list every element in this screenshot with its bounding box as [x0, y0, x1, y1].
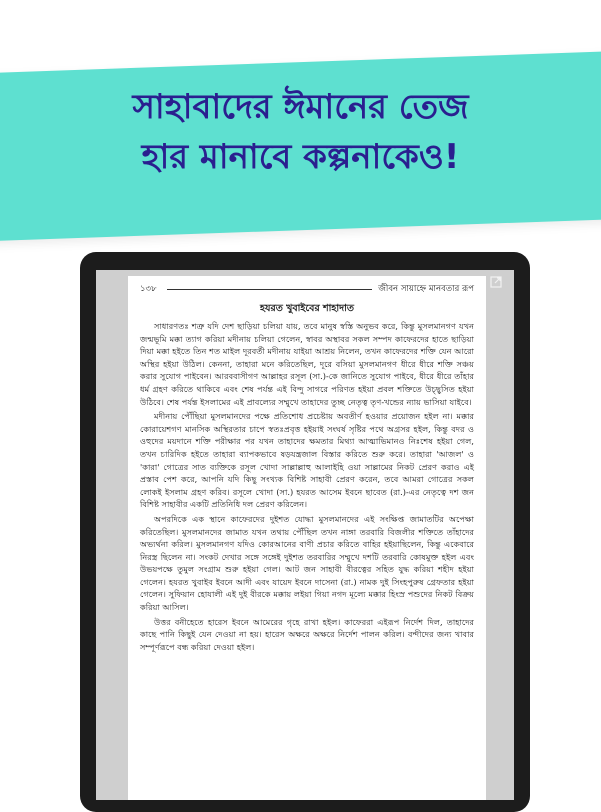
headline-line-1: সাহাবাদের ঈমানের তেজ [132, 87, 469, 127]
headline-line-2: হার মানাবে কল্পনাকেও! [141, 137, 460, 177]
chapter-title: হযরত খুবাইবের শাহাদাত [260, 303, 354, 314]
book-page [128, 276, 486, 800]
reader-screen[interactable] [96, 270, 514, 800]
paragraph: উত্তর বনীহেতে হারেস ইবনে আমেরের গৃহে রাখা হইল। কাফেররা এইরূপ নির্দেশ দিল, তাহাদের কাছে পানি কিছুই যেন দেওয়া না হয়। হারেস অক্ষরে অক্ষরে নির্দেশ পালন করিল। বন্দীদের জন্য খাবার সম্পূর্ণরূপে বন্ধ করিয়া দেওয়া হইল। [140, 616, 474, 652]
page-header [140, 282, 474, 296]
paragraph: অপরদিকে এক স্থানে কাফেরদের দুইশত যোদ্ধা মুসলমানদের এই সংক্ষিপ্ত জামাতটির অপেক্ষা করিতেছিল। মুসলমানদের জামাত যখন তথায় পৌঁছিল তখন নাঙ্গা তরবারি বিজলীর শক্তিতে তাঁহাদের অভ্যর্থনা করিল। মুসলমানগণ যদিও কোরআনের বাণী প্রচার করিতে বাহির হইয়াছিলেন, কিন্তু একেবারে নিরস্ত্র ছিলেন না। সংকট দেখার সঙ্গে সঙ্গেই দুইশত তরবারির সম্মুখে দশটি তরবারি কোষমুক্ত হইল এবং উভয়পক্ষে তুমুল সংগ্রাম শুরু হইয়া গেল। আট জন সাহাবী বীরত্বের সহিত যুদ্ধ করিয়া শহীদ হইয়া গেলেন। হযরত খুবাইব ইবনে আদী এবং যায়েদ ইবনে দাসেনা (রা.) নামক দুই সিংহপুরুষ গ্রেফতার হইয়া গেলেন। সুফিয়ান হোযালী এই দুই বীরকে মক্কায় লইয়া গিয়া নগদ মূল্যে মক্কার হিংস্র পশুদের নিকট বিক্রয় করিয়া আসিল। [140, 513, 474, 613]
paragraph: মদীনায় পৌঁছিয়া মুসলমানদের পক্ষে প্রতিশোধ প্রচেষ্টায় অবতীর্ণ হওয়ার প্রয়োজন হইল না। মক্কার কোরায়েশগণ মানসিক অস্থিরতার চাপে স্বতঃপ্রবৃত্ত হইয়াই সংঘর্ষ সৃষ্টির পথে অগ্রসর হইল, কিন্তু বদর ও ওহুদের ময়দানে শক্তি পরীক্ষার পর যখন তাহাদের ক্ষমতার মিথ্যা আত্মাভিমানও নিঃশেষ হইয়া গেল, তখন চারিদিক হইতে তাহারা ব্যাপকভাবে ষড়যন্ত্রজাল বিস্তার করিতে শুরু করে। তাহারা 'আজল' ও 'কারা' গোত্রের সাত ব্যক্তিকে রসূল খোদা সাল্লাল্লাহু আলাইহি ওয়া সাল্লামের নিকট প্রেরণ করাও এই প্রস্তাব পেশ করে, আপনি যদি কিছু সংখ্যক বিশিষ্ট সাহাবী প্রেরণ করেন, তবে আমরা গোত্রের সকল লোকই ইসলাম গ্রহণ করিব। রসূলে খোদা (সা.) হযরত আসেম ইবনে ছাবেত (রা.)-এর নেতৃত্বে দশ জন বিশিষ্ট সাহাবীর একটি প্রতিনিধি দল প্রেরণ করিলেন। [140, 411, 474, 510]
headline [0, 82, 601, 182]
header-rule [167, 289, 373, 290]
paragraph: সাধারণতঃ শত্রু যদি দেশ ছাড়িয়া চলিয়া যায়, তবে মানুষ স্বস্তি অনুভব করে, কিন্তু মুসলমানগণ যখন জন্মভূমি মক্কা ত্যাগ করিয়া মদীনায় চলিয়া গেলেন, স্বাবর অস্থাবর সকল সম্পদ কাফেরদের হাতে ছাড়িয়া দিয়া মক্কা হইতে তিন শত মাইল দূরবর্তী মদীনায় যাইয়া আশ্রয় নিলেন, তখন কাফেরদের শক্তি যেন আরো অস্থির হইয়া উঠিল। কেননা, তাহারা মনে করিতেছিল, দূরে বসিয়া মুসলমানগণ ধীরে ধীরে শক্তি সঞ্চয় করার সুযোগ পাইবেন। আরববাসীগণ আল্লাহর রসূল (সা.)-কে জানিতে সুযোগ পাইবে, ধীরে ধীরে তাঁহার ধর্ম গ্রহণ করিতে থাকিবে এবং শেষ পর্যন্ত এই বিন্দু সাগরে পরিণত হইয়া প্রবল শক্তিতে উচ্ছ্বসিত হইয়া উঠিবে। শেষ পর্যন্ত ইসলামের এই প্রাবল্যের সম্মুখে তাহাদের তুচ্ছ নেতৃত্ব তৃণ-খন্ডের ন্যায় ভাসিয়া যাইবে। [140, 321, 474, 407]
expand-icon[interactable] [488, 276, 504, 292]
page-number: ১৩৮ [140, 284, 157, 294]
running-head: জীবন সায়াহ্নে মানবতার রূপ [378, 284, 474, 294]
